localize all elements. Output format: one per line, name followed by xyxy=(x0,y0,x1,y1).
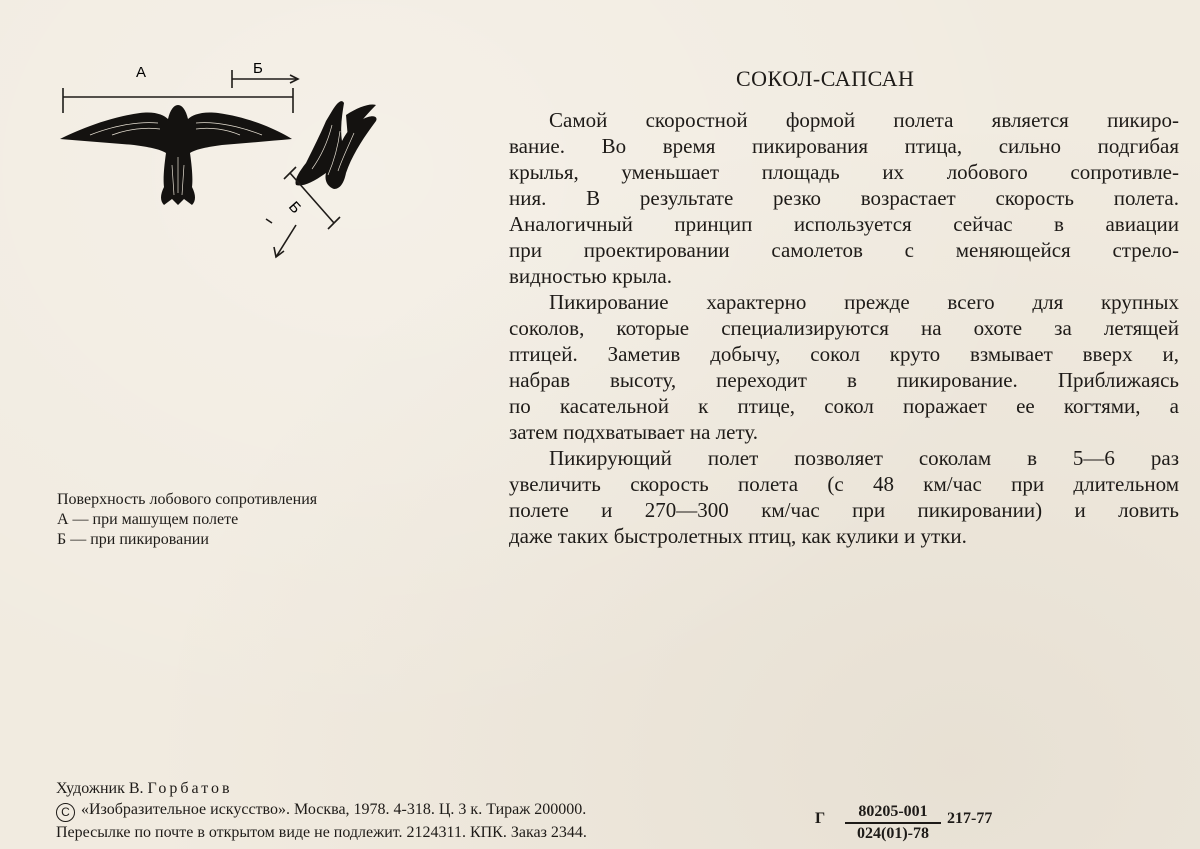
page-title: СОКОЛ-САПСАН xyxy=(736,66,915,91)
paragraph-line: соколов, которые специализируются на охоте за летящей xyxy=(509,316,1179,340)
copyright-icon: C xyxy=(56,803,75,822)
postal-line: Пересылке по почте в открытом виде не подлежит. 2124311. КПК. Заказ 2344. xyxy=(56,824,587,841)
paragraph-line: увеличить скорость полета (с 48 км/час при длительном xyxy=(509,472,1179,496)
falcon-diagram-svg xyxy=(50,55,410,275)
publisher-text: «Изобразительное искусство». Москва, 1978. 4-318. Ц. 3 к. Тираж 200000. xyxy=(81,801,587,818)
paragraph-line: затем подхватывает на лету. xyxy=(509,420,758,444)
artist-credit xyxy=(56,778,587,799)
drag-surface-diagram xyxy=(50,55,410,275)
paragraph-line: по касательной к птице, сокол поражает ее когтями, а xyxy=(509,394,1179,418)
publisher-line xyxy=(56,799,587,822)
paragraph-line: даже таких быстролетных птиц, как кулики и утки. xyxy=(509,524,967,548)
article-body xyxy=(509,107,1179,549)
imprint-footer xyxy=(56,778,587,843)
paragraph-line: Самой скоростной формой полета является пикиро- xyxy=(549,108,1179,132)
index-letter: Г xyxy=(815,810,826,827)
paragraph-line: при проектировании самолетов с меняющейся стрело- xyxy=(509,238,1179,262)
caption-line-3: Б — при пикировании xyxy=(57,531,209,548)
artist-prefix: Художник В. xyxy=(56,780,144,797)
paragraph-line: полете и 270—300 км/час при пикировании) и ловить xyxy=(509,498,1179,522)
paragraph-line: ния. В результате резко возрастает скорость полета. xyxy=(509,186,1179,210)
index-suffix: 217-77 xyxy=(947,810,993,827)
diagram-caption xyxy=(57,490,457,550)
artist-surname: Горбатов xyxy=(147,780,233,797)
label-b-side: Б xyxy=(285,198,305,217)
paragraph-line: видностью крыла. xyxy=(509,264,672,288)
paragraph-line: набрав высоту, переходит в пикирование. Приближаясь xyxy=(509,368,1179,392)
caption-line-1: Поверхность лобового сопротивления xyxy=(57,491,318,508)
paragraph-line: Аналогичный принцип используется сейчас в авиации xyxy=(509,212,1179,236)
index-fraction xyxy=(843,802,943,844)
paragraph-line: крылья, уменьшает площадь их лобового сопротивле- xyxy=(509,160,1179,184)
index-denominator: 024(01)-78 xyxy=(857,824,929,842)
label-a: А xyxy=(136,64,147,81)
index-numerator: 80205-001 xyxy=(858,803,928,820)
label-b-top: Б xyxy=(253,60,263,77)
dive-direction-arrow xyxy=(266,219,296,257)
paragraph-line: Пикирующий полет позволяет соколам в 5—6 раз xyxy=(549,446,1179,470)
paragraph-line: птицей. Заметив добычу, сокол круто взмывает вверх и, xyxy=(509,342,1179,366)
falcon-flapping-silhouette xyxy=(60,105,292,205)
caption-line-2: А — при машущем полете xyxy=(57,511,239,528)
paragraph-line: Пикирование характерно прежде всего для крупных xyxy=(549,290,1179,314)
falcon-diving-silhouette xyxy=(295,101,376,189)
dimension-b-top xyxy=(232,70,298,88)
paragraph-line: вание. Во время пикирования птица, сильно подгибая xyxy=(509,134,1179,158)
